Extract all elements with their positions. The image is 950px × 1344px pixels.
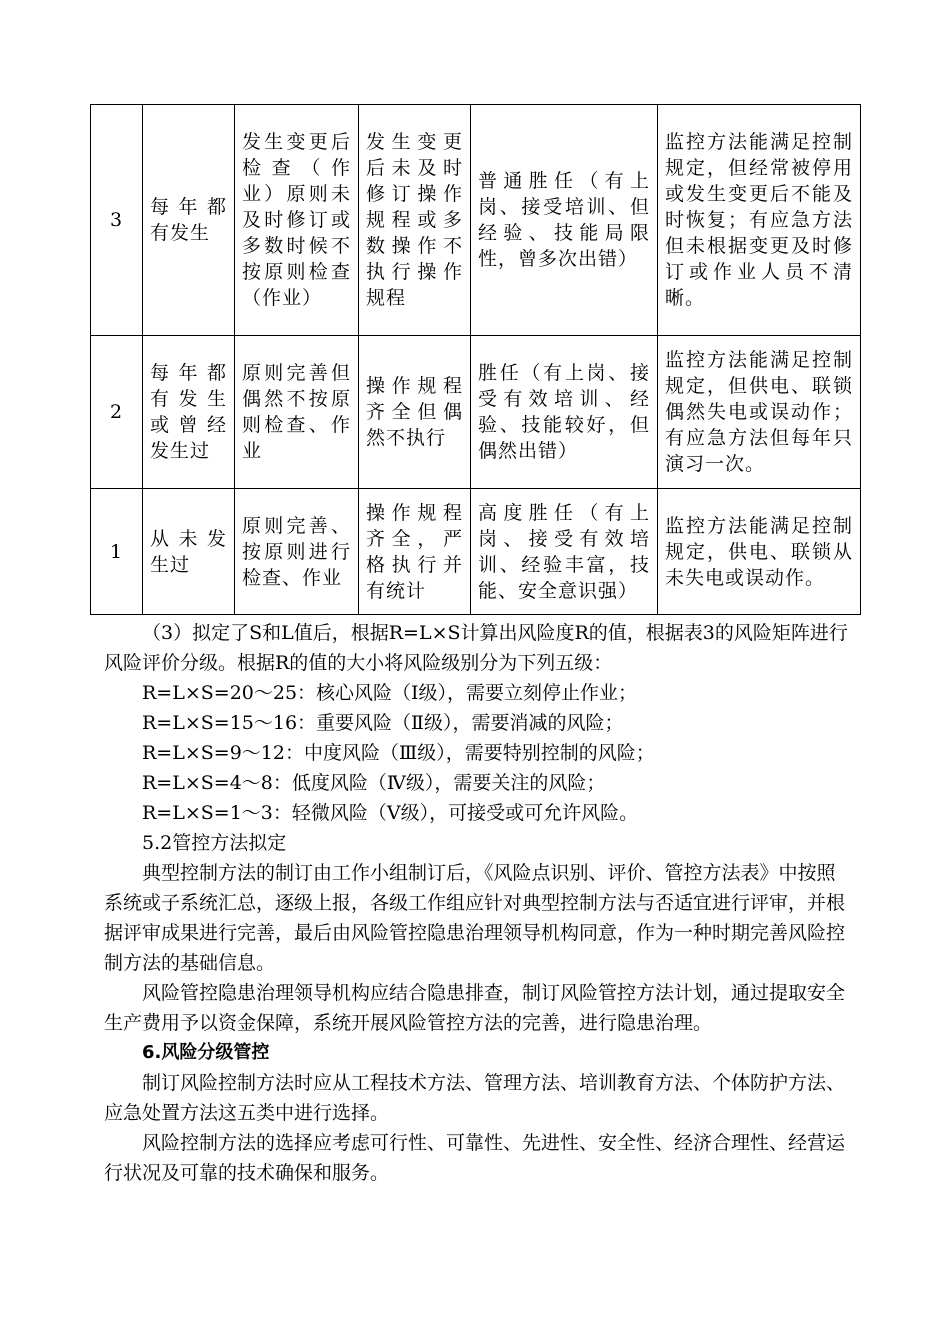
paragraph-typical-control: 典型控制方法的制订由工作小组制订后，《风险点识别、评价、管控方法表》中按照系统或子系统汇总，逐级上报，各级工作组应针对典型控制方法与否适宜进行评审，并根据评审成果进行完善，最后由风险管控隐患治理领导机构同意，作为一种时期完善风险控制方法的基础信息。 <box>104 862 846 974</box>
risk-level-line: R=L×S=15～16：重要风险（Ⅱ级），需要消减的风险； <box>142 712 624 734</box>
paragraph-method-selection: 风险控制方法的选择应考虑可行性、可靠性、先进性、安全性、经济合理性、经营运行状况及可靠的技术确保和服务。 <box>104 1132 846 1184</box>
monitoring-cell: 监控方法能满足控制规定，但供电、联锁偶然失电或误动作；有应急方法但每年只演习一次。 <box>658 336 861 489</box>
procedures-cell: 操作规程齐全但偶然不执行 <box>359 336 471 489</box>
frequency-cell: 每年都有发生或曾经发生过 <box>143 336 235 489</box>
frequency-cell: 每年都有发生 <box>143 105 235 336</box>
personnel-cell: 普通胜任（有上岗、接受培训、但经验、技能局限性，曾多次出错） <box>471 105 658 336</box>
section-heading-6: 6.风险分级管控 <box>142 1042 270 1063</box>
monitoring-cell: 监控方法能满足控制规定，供电、联锁从未失电或误动作。 <box>658 489 861 615</box>
paragraph-leadership: 风险管控隐患治理领导机构应结合隐患排查，制订风险管控方法计划，通过提取安全生产费用予以资金保障，系统开展风险管控方法的完善，进行隐患治理。 <box>104 982 846 1034</box>
monitoring-cell: 监控方法能满足控制规定，但经常被停用或发生变更后不能及时恢复；有应急方法但未根据变更及时修订或作业人员不清晰。 <box>658 105 861 336</box>
frequency-cell: 从未发生过 <box>143 489 235 615</box>
risk-criteria-table <box>90 104 861 615</box>
risk-level-line: R=L×S=9～12：中度风险（Ⅲ级），需要特别控制的风险； <box>142 742 655 764</box>
risk-level-line: R=L×S=20～25：核心风险（Ⅰ级），需要立刻停止作业； <box>142 682 638 704</box>
procedures-cell: 操作规程齐全，严格执行并有统计 <box>359 489 471 615</box>
section-heading-5-2: 5.2管控方法拟定 <box>142 832 287 854</box>
table-row <box>91 105 861 336</box>
table-row <box>91 336 861 489</box>
management-cell: 原则完善、按原则进行检查、作业 <box>235 489 359 615</box>
personnel-cell: 高度胜任（有上岗、接受有效培训、经验丰富，技能、安全意识强） <box>471 489 658 615</box>
procedures-cell: 发生变更后未及时修订操作规程或多数操作不执行操作规程 <box>359 105 471 336</box>
level-cell: 3 <box>91 105 143 336</box>
management-cell: 发生变更后检查（作业）原则未及时修订或多数时候不按原则检查（作业） <box>235 105 359 336</box>
personnel-cell: 胜任（有上岗、接受有效培训、经验、技能较好，但偶然出错） <box>471 336 658 489</box>
level-cell: 1 <box>91 489 143 615</box>
level-cell: 2 <box>91 336 143 489</box>
risk-level-line: R=L×S=4～8：低度风险（Ⅳ级），需要关注的风险； <box>142 772 606 794</box>
management-cell: 原则完善但偶然不按原则检查、作业 <box>235 336 359 489</box>
table-row <box>91 489 861 615</box>
paragraph-risk-grading: （3）拟定了S和L值后，根据R=L×S计算出风险度R的值，根据表3的风险矩阵进行风险评价分级。根据R的值的大小将风险级别分为下列五级： <box>104 622 848 674</box>
body-text <box>104 618 848 1188</box>
risk-level-line: R=L×S=1～3：轻微风险（Ⅴ级），可接受或可允许风险。 <box>142 802 639 824</box>
paragraph-control-methods: 制订风险控制方法时应从工程技术方法、管理方法、培训教育方法、个体防护方法、应急处置方法这五类中进行选择。 <box>104 1072 846 1124</box>
